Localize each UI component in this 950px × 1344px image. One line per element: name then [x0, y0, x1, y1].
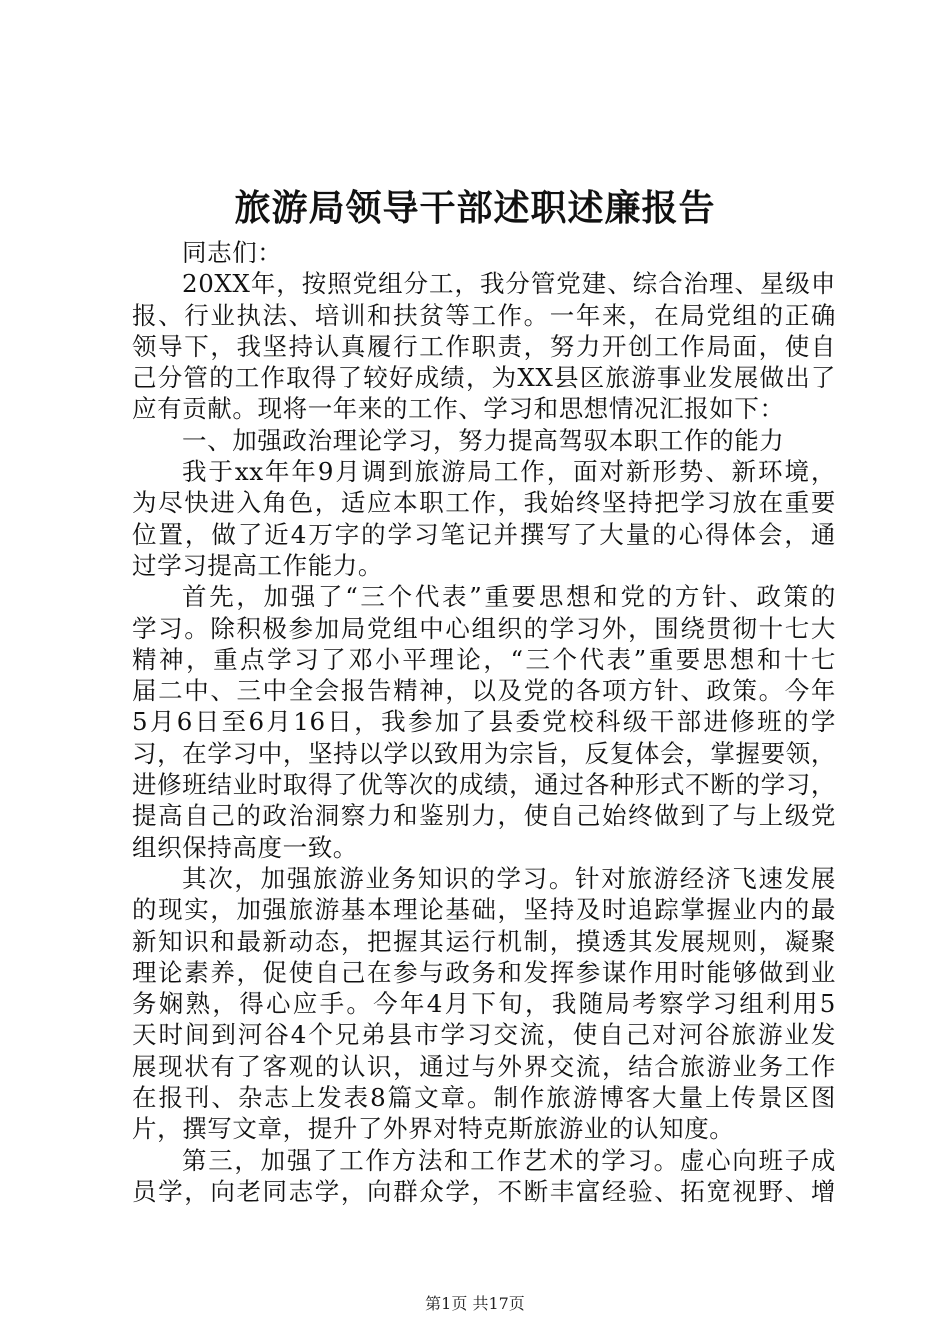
body-text-line: 报、行业执法、培训和扶贫等工作。一年来，在局党组的正确 [132, 300, 836, 330]
body-text-line: 精神，重点学习了邓小平理论，“三个代表”重要思想和十七 [132, 644, 836, 674]
body-text-line: 同志们： [182, 238, 283, 267]
body-text-line: 展现状有了客观的认识，通过与外界交流，结合旅游业务工作 [132, 1051, 836, 1081]
body-text-line: 学习。除积极参加局党组中心组织的学习外，围绕贯彻十七大 [132, 613, 836, 643]
body-text-line: 己分管的工作取得了较好成绩，为XX县区旅游事业发展做出了 [132, 363, 836, 393]
body-text-line: 一、加强政治理论学习，努力提高驾驭本职工作的能力 [182, 425, 785, 455]
body-text-line: 领导下，我坚持认真履行工作职责，努力开创工作局面，使自 [132, 331, 836, 361]
body-text-line: 新知识和最新动态，把握其运行机制，摸透其发展规则，凝聚 [132, 926, 836, 956]
body-text-line: 理论素养，促使自己在参与政务和发挥参谋作用时能够做到业 [132, 957, 836, 987]
body-text-line: 提高自己的政治洞察力和鉴别力，使自己始终做到了与上级党 [132, 801, 836, 831]
body-text-line: 第三，加强了工作方法和工作艺术的学习。虚心向班子成 [182, 1145, 836, 1175]
body-text-line: 届二中、三中全会报告精神，以及党的各项方针、政策。今年 [132, 676, 836, 706]
body-text-line: 进修班结业时取得了优等次的成绩，通过各种形式不断的学习， [132, 770, 836, 800]
body-text-line: 20XX年，按照党组分工，我分管党建、综合治理、星级申 [182, 269, 836, 299]
document-body [132, 237, 836, 1207]
page-number-footer: 第1页 共17页 [425, 1294, 525, 1313]
body-text-line: 天时间到河谷4个兄弟县市学习交流，使自己对河谷旅游业发 [132, 1020, 836, 1050]
body-text-line: 应有贡献。现将一年来的工作、学习和思想情况汇报如下： [132, 394, 785, 424]
body-text-line: 位置，做了近4万字的学习笔记并撰写了大量的心得体会，通 [132, 519, 836, 549]
body-text-line: 片，撰写文章，提升了外界对特克斯旅游业的认知度。 [132, 1114, 735, 1144]
body-text-line: 5月6日至6月16日，我参加了县委党校科级干部进修班的学 [132, 707, 836, 737]
body-text-line: 为尽快进入角色，适应本职工作，我始终坚持把学习放在重要 [132, 488, 836, 518]
body-text-line: 其次，加强旅游业务知识的学习。针对旅游经济飞速发展 [182, 863, 836, 893]
body-text-line: 习，在学习中，坚持以学以致用为宗旨，反复体会，掌握要领， [132, 738, 836, 768]
document-title: 旅游局领导干部述职述廉报告 [234, 187, 716, 229]
body-text-line: 的现实，加强旅游基本理论基础，坚持及时追踪掌握业内的最 [132, 895, 836, 925]
body-text-line: 首先，加强了“三个代表”重要思想和党的方针、政策的 [182, 582, 836, 612]
body-text-line: 在报刊、杂志上发表8篇文章。制作旅游博客大量上传景区图 [132, 1083, 836, 1113]
body-text-line: 我于xx年年9月调到旅游局工作，面对新形势、新环境， [182, 457, 836, 487]
body-text-line: 员学，向老同志学，向群众学，不断丰富经验、拓宽视野、增 [132, 1176, 836, 1206]
body-text-line: 务娴熟，得心应手。今年4月下旬，我随局考察学习组利用5 [132, 989, 836, 1019]
body-text-line: 组织保持高度一致。 [132, 832, 358, 862]
body-text-line: 过学习提高工作能力。 [132, 550, 383, 580]
